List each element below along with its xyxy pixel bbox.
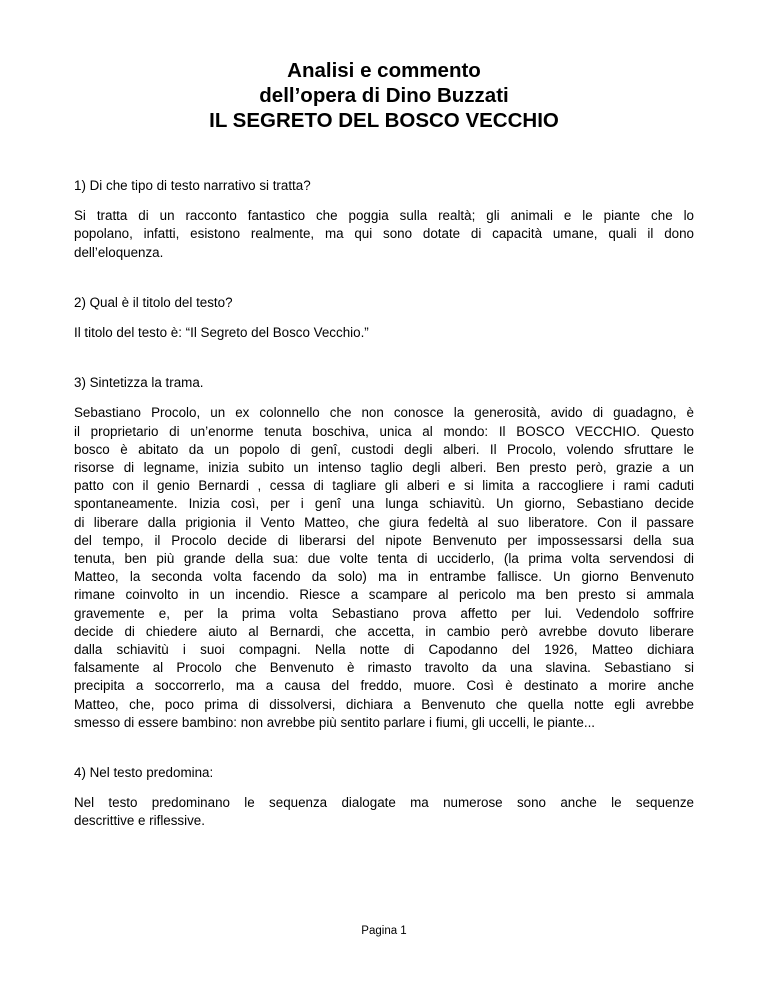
answer-line: falsamente al Procolo che Benvenuto è rimasto travolto da una slavina. Sebastiano si <box>74 660 694 676</box>
question-2: 2) Qual è il titolo del testo? <box>74 294 233 310</box>
page-footer: Pagina 1 <box>361 925 407 937</box>
answer-line: dell’eloquenza. <box>74 244 164 260</box>
answer-line: tenuta, ben più grande della sua: due volte tenta di ucciderlo, (la prima volta servendosi di <box>74 551 694 567</box>
question-1: 1) Di che tipo di testo narrativo si tratta? <box>74 178 311 193</box>
answer-line: Matteo, la seconda volta facendo da solo) ma in entrambe fallisce. Un giorno Benvenuto <box>74 569 694 585</box>
answer-line: precipita a soccorrerlo, ma a causa del freddo, muore. Così è destinato a morire anche <box>74 678 694 694</box>
title-line: Analisi e commento <box>287 59 481 82</box>
question-3: 3) Sintetizza la trama. <box>74 375 204 391</box>
answer-line: decide di chiedere aiuto al Bernardi, che accetta, in cambio però avrebbe dovuto liberare <box>74 623 694 639</box>
question-4: 4) Nel testo predomina: <box>74 765 214 781</box>
answer-2 <box>74 324 694 342</box>
answer-line: patto con il genio Bernardi , cessa di tagliare gli alberi e si limita a raccogliere i rami caduti <box>74 478 694 494</box>
answer-line: rimane coinvolto in un incendio. Riesce a scampare al pericolo ma ben presto si ammala <box>74 587 694 603</box>
title-line: IL SEGRETO DEL BOSCO VECCHIO <box>209 109 559 132</box>
answer-1 <box>74 207 694 262</box>
document-title <box>0 58 768 133</box>
answer-line: descrittive e riflessive. <box>74 813 205 829</box>
answer-line: gravemente e, per la prima volta Sebastiano prova affetto per lui. Vedendolo soffrire <box>74 605 694 621</box>
answer-line: dalla schiavitù i suoi compagni. Nella notte di Capodanno del 1926, Matteo dichiara <box>74 642 694 658</box>
answer-line: risorse di legname, inizia subito un intenso taglio degli alberi. Ben presto però, grazie a un <box>74 460 694 476</box>
answer-line: bosco è abitato da un popolo di genî, custodi degli alberi. Il Procolo, volendo sfruttare le <box>74 441 694 457</box>
document-body <box>74 177 694 831</box>
answer-line: di liberare dalla prigionia il Vento Matteo, che giura fedeltà al suo liberatore. Con il passare <box>74 514 694 530</box>
answer-line: Il titolo del testo è: “Il Segreto del Bosco Vecchio.” <box>74 325 369 341</box>
answer-line: popolano, infatti, esistono realmente, ma qui sono dotate di capacità umane, quali il dono <box>74 226 694 242</box>
answer-line: Matteo, che, poco prima di dissolversi, dichiara a Benvenuto che quella notte egli avrebbe <box>74 696 694 712</box>
answer-line: del tempo, il Procolo decide di liberarsi del nipote Benvenuto per impossessarsi della sua <box>74 532 694 548</box>
title-line: dell’opera di Dino Buzzati <box>259 84 509 107</box>
answer-line: Sebastiano Procolo, un ex colonnello che non conosce la generosità, avido di guadagno, è <box>74 405 694 421</box>
answer-3 <box>74 404 694 732</box>
answer-4 <box>74 794 694 830</box>
answer-line: Si tratta di un racconto fantastico che poggia sulla realtà; gli animali e le piante che lo <box>74 208 694 224</box>
answer-line: spontaneamente. Inizia così, per i genî una lunga schiavitù. Un giorno, Sebastiano decide <box>74 496 694 512</box>
answer-line: Nel testo predominano le sequenza dialogate ma numerose sono anche le sequenze <box>74 795 694 811</box>
answer-line: il proprietario di un’enorme tenuta boschiva, unica al mondo: Il BOSCO VECCHIO. Questo <box>74 423 694 439</box>
answer-line: smesso di essere bambino: non avrebbe più sentito parlare i fiumi, gli uccelli, le piante... <box>74 714 596 730</box>
